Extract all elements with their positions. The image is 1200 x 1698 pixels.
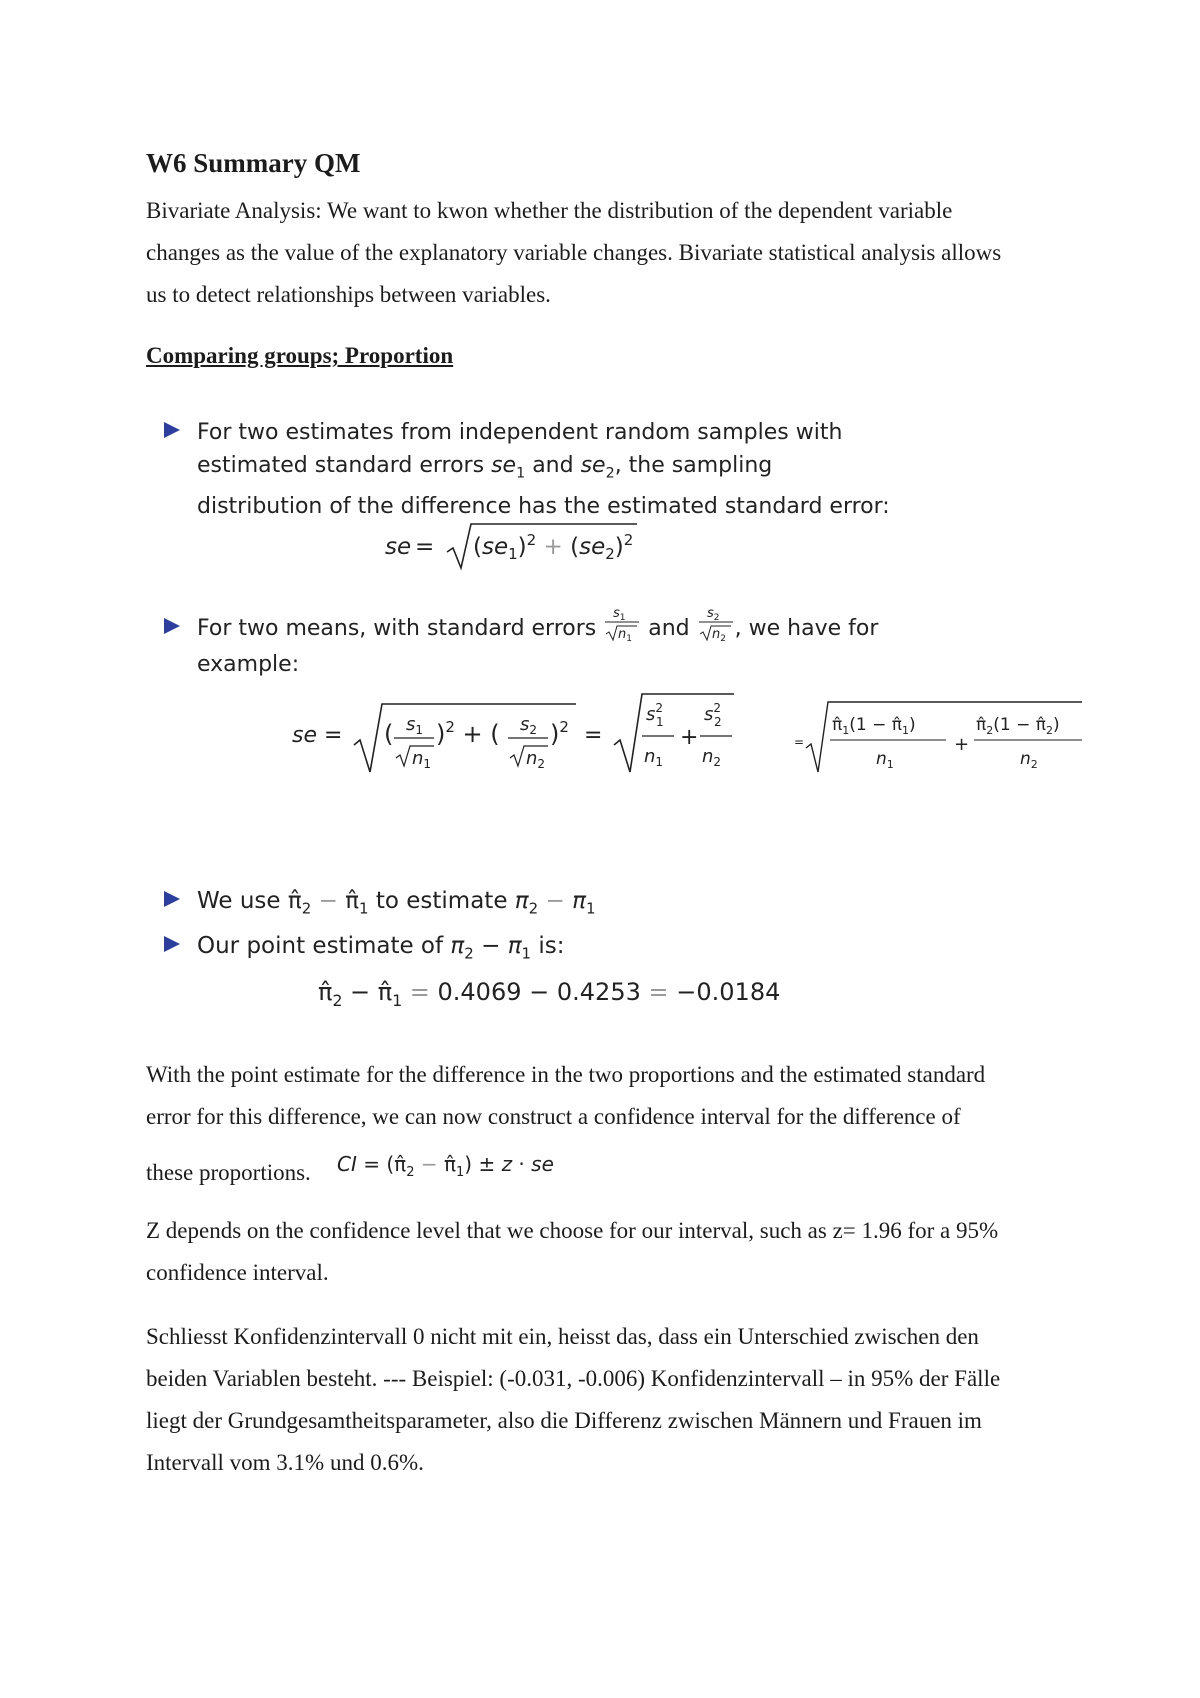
svg-text:n1: $n_1$ xyxy=(412,748,432,771)
svg-text:π̂1(1 − π̂1): $\pî_1(1$ − $\pî_1$) xyxy=(832,715,916,737)
bullet-triangle-icon xyxy=(164,618,180,634)
pi-difference: $\pi_2 - \pi_1$ xyxy=(514,888,596,918)
paragraph-confidence-interval xyxy=(146,1054,1096,1194)
pi-difference-2: $\pi_2 - \pi_1$ xyxy=(450,933,532,963)
paragraph3-line-1: Schliesst Konfidenzintervall 0 nicht mit ein, heisst das, dass ein Unterschied zwischen den xyxy=(146,1324,979,1349)
svg-text:s2: $s_2$ xyxy=(706,606,720,623)
intro-paragraph xyxy=(146,190,1086,316)
estimate-value-1: 0.4069 xyxy=(437,978,522,1006)
svg-text:=: = xyxy=(584,723,603,748)
paragraph-z-value xyxy=(146,1210,1096,1294)
formula-point-estimate: $\pî_2$ − $\pî_1 = 0.4069 - 0.4253 = -0.0184$ xyxy=(318,978,781,1010)
intro-line-3: us to detect relationships between variables. xyxy=(146,282,551,307)
bullet-triangle-icon xyxy=(164,891,180,907)
bullet-triangle-icon xyxy=(164,422,180,438)
section-heading: Comparing groups; Proportion xyxy=(146,343,454,368)
fraction-s1-sqrt-n1 xyxy=(603,604,641,644)
svg-text:(: ( xyxy=(384,720,394,748)
svg-text:s2: $s_2$ xyxy=(520,714,538,737)
formula-se-difference xyxy=(385,516,645,576)
svg-text:s21: $s^2$ 1 xyxy=(646,701,664,729)
svg-text:s22: $s^2$ 2 xyxy=(704,701,722,729)
intro-line-1: Bivariate Analysis: We want to kwon whether the distribution of the dependent variable xyxy=(146,198,953,223)
svg-text:+: + xyxy=(954,734,970,755)
paragraph2-line-1: Z depends on the confidence level that we choose for our interval, such as z= 1.96 for a 95% xyxy=(146,1218,999,1243)
bullet-triangle-icon xyxy=(164,936,180,952)
svg-text:n1: $n_1$ xyxy=(618,627,633,644)
estimate-result: −0.0184 xyxy=(676,978,781,1006)
bullet2-line2: example: xyxy=(197,652,300,677)
svg-text:π̂2(1 − π̂2): $\pî_2(1$ − $\pî_2$) xyxy=(976,715,1060,737)
svg-text:)2: )$^2$ xyxy=(550,718,569,748)
paragraph3-line-3: liegt der Grundgesamtheitsparameter, also die Differenz zwischen Männern und Frauen im xyxy=(146,1408,982,1433)
document-page: W6 Summary QM Bivariate Analysis: We want to kwon whether the distribution of the dependent variable changes as the value of the explanatory variable changes. Bivariate statistical analysis allows us to detect relationships between variables. Comparing groups; Proportion For two estimates from independent random samples with estimated standard errors $se_1$ and $se_2$, the sampling distribution of the difference has the estimated standard error: se = $(se_1)^2 + (se_2)^2$ For two means, with standard errors $s_1$ $n_1$ and $s_2$ $n_2$ , we have for example: se = ( $s_1$ $n_1$ )$^2$ + ( $s_2$ $n_2$ )$^2$ = $s^2$ 1 $n_1$ + $s^2$ 2 $n_2$ = $\pî_1(1$ − $\pî_1$) $n_1$ + $\pî_2(1$ − $\pî_2$) $n_2$ We use $\pî_2$ − $\pî_1$ to estimate $\pi_2 - \pi_1$ Our point estimate of $\pi_2 - \pi_1$ is: $\pî_2$ − $\pî_1 = 0.4069 - 0.4253 = -0.0184$ With the point estimate for the difference in the two proportions and the estimated standard error for this difference, we can now construct a confidence interval for the difference of these proportions. CI = ($\pî_2$ − $\pî_1) \pm z$ · se Z depends on the confidence level that we choose for our interval, such as z= 1.96 for a 95% confidence interval. Schliesst Konfidenzintervall 0 nicht mit ein, heisst das, dass ein Unterschied zwischen den beiden Variablen besteht. --- Beispiel: (-0.031, -0.006) Konfidenzintervall – in 95% der Fälle liegt der Grundgesamtheitsparameter, also die Differenz zwischen Männern und Frauen im Intervall vom 3.1% und 0.6%. xyxy=(0,0,1200,1698)
svg-text:)2 + (: )$^2$ + ( xyxy=(436,718,500,748)
se1-symbol: $se_1$ xyxy=(491,453,526,482)
svg-text:s1: $s_1$ xyxy=(613,606,626,623)
estimate-value-2: 0.4253 xyxy=(556,978,641,1006)
paragraph3-line-2: beiden Variablen besteht. --- Beispiel: (-0.031, -0.006) Konfidenzintervall – in 95% der Fälle xyxy=(146,1366,1001,1391)
paragraph-german-example xyxy=(146,1316,1096,1484)
svg-text:n2: $n_2$ xyxy=(526,748,546,771)
intro-line-2: changes as the value of the explanatory variable changes. Bivariate statistical analysis allows xyxy=(146,240,1002,265)
svg-text:s1: $s_1$ xyxy=(406,714,424,737)
bullet1-line2: estimated standard errors $se_1$ and $se_2$, the sampling xyxy=(197,453,773,482)
svg-text:=: = xyxy=(794,735,805,749)
svg-text:n2: $n_2$ xyxy=(702,746,722,769)
svg-text:n1: $n_1$ xyxy=(644,746,664,769)
svg-text:=: = xyxy=(415,534,435,560)
paragraph1-line-2: error for this difference, we can now construct a confidence interval for the difference of xyxy=(146,1104,961,1129)
paragraph1-line-3: these proportions. xyxy=(146,1160,311,1185)
svg-text:n1: $n_1$ xyxy=(876,749,894,771)
svg-text:se: se xyxy=(292,723,317,748)
se2-symbol: $se_2$ xyxy=(580,453,615,482)
paragraph2-line-2: confidence interval. xyxy=(146,1260,329,1285)
formula-confidence-interval: CI = ($\pî_2$ − $\pî_1) \pm z$ · se xyxy=(337,1152,554,1180)
bullet1-line1: For two estimates from independent random samples with xyxy=(197,420,843,445)
svg-text:n2: $n_2$ xyxy=(1020,749,1038,771)
svg-text:(se1)2 + (se2)2: $(se_1)^2 + (se_2)^2$ xyxy=(473,531,634,563)
svg-text:n2: $n_2$ xyxy=(711,627,726,644)
page-title: W6 Summary QM xyxy=(146,148,361,178)
fraction-s2-sqrt-n2 xyxy=(697,604,735,644)
formula-se-means xyxy=(290,690,1090,790)
svg-text:=: = xyxy=(324,723,343,748)
svg-text:+: + xyxy=(680,725,699,750)
svg-text:se: se xyxy=(385,534,412,560)
paragraph3-line-4: Intervall vom 3.1% und 0.6%. xyxy=(146,1450,424,1475)
paragraph1-line-1: With the point estimate for the difference in the two proportions and the estimated standard xyxy=(146,1062,986,1087)
pi-hat-difference: $\pî_2$ − $\pî_1$ xyxy=(287,888,369,918)
bullet2-line1: For two means, with standard errors $s_1$ $n_1$ and $s_2$ $n_2$ , we have for xyxy=(197,606,879,644)
bullet1-line3: distribution of the difference has the estimated standard error: xyxy=(197,494,890,520)
